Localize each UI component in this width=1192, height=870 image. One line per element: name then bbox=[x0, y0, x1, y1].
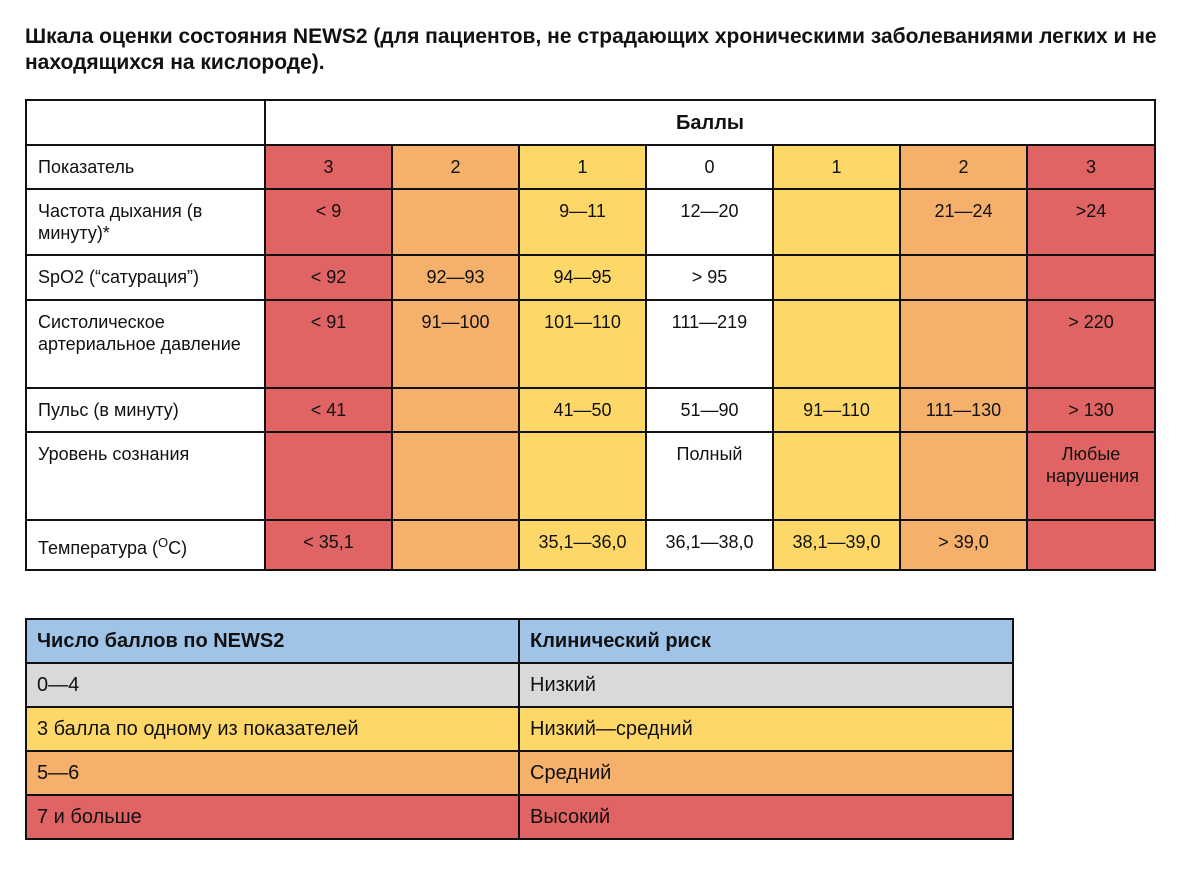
value-cell bbox=[1027, 520, 1155, 570]
value-cell: Любые нарушения bbox=[1027, 432, 1155, 520]
value-cell bbox=[900, 432, 1027, 520]
param-label: Пульс (в минуту) bbox=[26, 388, 265, 432]
value-cell: < 92 bbox=[265, 255, 392, 300]
value-cell: < 41 bbox=[265, 388, 392, 432]
risk-level: Низкий—средний bbox=[519, 707, 1013, 751]
value-cell: 91—110 bbox=[773, 388, 900, 432]
header-empty-cell bbox=[26, 100, 265, 145]
value-cell: 111—130 bbox=[900, 388, 1027, 432]
page-title: Шкала оценки состояния NEWS2 (для пациентов, не страдающих хроническими заболеваниями легких и не находящихся на кислороде). bbox=[25, 25, 1157, 74]
value-cell: < 9 bbox=[265, 189, 392, 255]
risk-score: 5—6 bbox=[26, 751, 519, 795]
param-label: Уровень сознания bbox=[26, 432, 265, 520]
value-cell: 41—50 bbox=[519, 388, 646, 432]
row-consciousness bbox=[26, 432, 1155, 520]
row-systolic-bp bbox=[26, 300, 1155, 388]
value-cell bbox=[773, 432, 900, 520]
value-cell bbox=[392, 388, 519, 432]
value-cell: 9—11 bbox=[519, 189, 646, 255]
value-cell: 91—100 bbox=[392, 300, 519, 388]
value-cell: 36,1—38,0 bbox=[646, 520, 773, 570]
risk-header-risk: Клинический риск bbox=[519, 619, 1013, 663]
row-respiration bbox=[26, 189, 1155, 255]
value-cell bbox=[773, 255, 900, 300]
param-header: Показатель bbox=[26, 145, 265, 189]
risk-level: Средний bbox=[519, 751, 1013, 795]
risk-score: 3 балла по одному из показателей bbox=[26, 707, 519, 751]
param-label bbox=[26, 520, 265, 570]
value-cell: 101—110 bbox=[519, 300, 646, 388]
value-cell bbox=[265, 432, 392, 520]
value-cell: >24 bbox=[1027, 189, 1155, 255]
points-cell: 3 bbox=[1027, 145, 1155, 189]
news2-score-table bbox=[25, 99, 1156, 571]
value-cell bbox=[1027, 255, 1155, 300]
value-cell: 51—90 bbox=[646, 388, 773, 432]
value-cell bbox=[773, 189, 900, 255]
row-temperature bbox=[26, 520, 1155, 570]
value-cell bbox=[773, 300, 900, 388]
points-cell: 1 bbox=[519, 145, 646, 189]
risk-row bbox=[26, 795, 1013, 839]
value-cell: > 130 bbox=[1027, 388, 1155, 432]
clinical-risk-table bbox=[25, 618, 1014, 840]
points-cell: 2 bbox=[900, 145, 1027, 189]
value-cell: 111—219 bbox=[646, 300, 773, 388]
risk-score: 0—4 bbox=[26, 663, 519, 707]
value-cell bbox=[900, 255, 1027, 300]
value-cell: 21—24 bbox=[900, 189, 1027, 255]
risk-score: 7 и больше bbox=[26, 795, 519, 839]
value-cell bbox=[392, 432, 519, 520]
value-cell: 12—20 bbox=[646, 189, 773, 255]
temp-label-end: C) bbox=[168, 537, 188, 558]
points-cell: 0 bbox=[646, 145, 773, 189]
value-cell: < 91 bbox=[265, 300, 392, 388]
value-cell bbox=[392, 520, 519, 570]
temp-label-superscript: O bbox=[158, 534, 169, 550]
risk-row bbox=[26, 707, 1013, 751]
param-label: Частота дыхания (в минуту)* bbox=[26, 189, 265, 255]
risk-row bbox=[26, 663, 1013, 707]
param-label: SpO2 (“сатурация”) bbox=[26, 255, 265, 300]
risk-header-score: Число баллов по NEWS2 bbox=[26, 619, 519, 663]
risk-row bbox=[26, 751, 1013, 795]
row-spo2 bbox=[26, 255, 1155, 300]
temp-label-start: Температура ( bbox=[38, 537, 159, 558]
points-header: Баллы bbox=[265, 100, 1155, 145]
value-cell bbox=[519, 432, 646, 520]
points-cell: 3 bbox=[265, 145, 392, 189]
value-cell: < 35,1 bbox=[265, 520, 392, 570]
row-pulse bbox=[26, 388, 1155, 432]
points-cell: 2 bbox=[392, 145, 519, 189]
risk-level: Высокий bbox=[519, 795, 1013, 839]
value-cell: 38,1—39,0 bbox=[773, 520, 900, 570]
points-cell: 1 bbox=[773, 145, 900, 189]
value-cell bbox=[900, 300, 1027, 388]
value-cell: > 95 bbox=[646, 255, 773, 300]
value-cell: > 220 bbox=[1027, 300, 1155, 388]
value-cell: 35,1—36,0 bbox=[519, 520, 646, 570]
value-cell: 94—95 bbox=[519, 255, 646, 300]
value-cell: > 39,0 bbox=[900, 520, 1027, 570]
value-cell: Полный bbox=[646, 432, 773, 520]
risk-level: Низкий bbox=[519, 663, 1013, 707]
value-cell bbox=[392, 189, 519, 255]
value-cell: 92—93 bbox=[392, 255, 519, 300]
param-label: Систолическое артериальное давление bbox=[26, 300, 265, 388]
